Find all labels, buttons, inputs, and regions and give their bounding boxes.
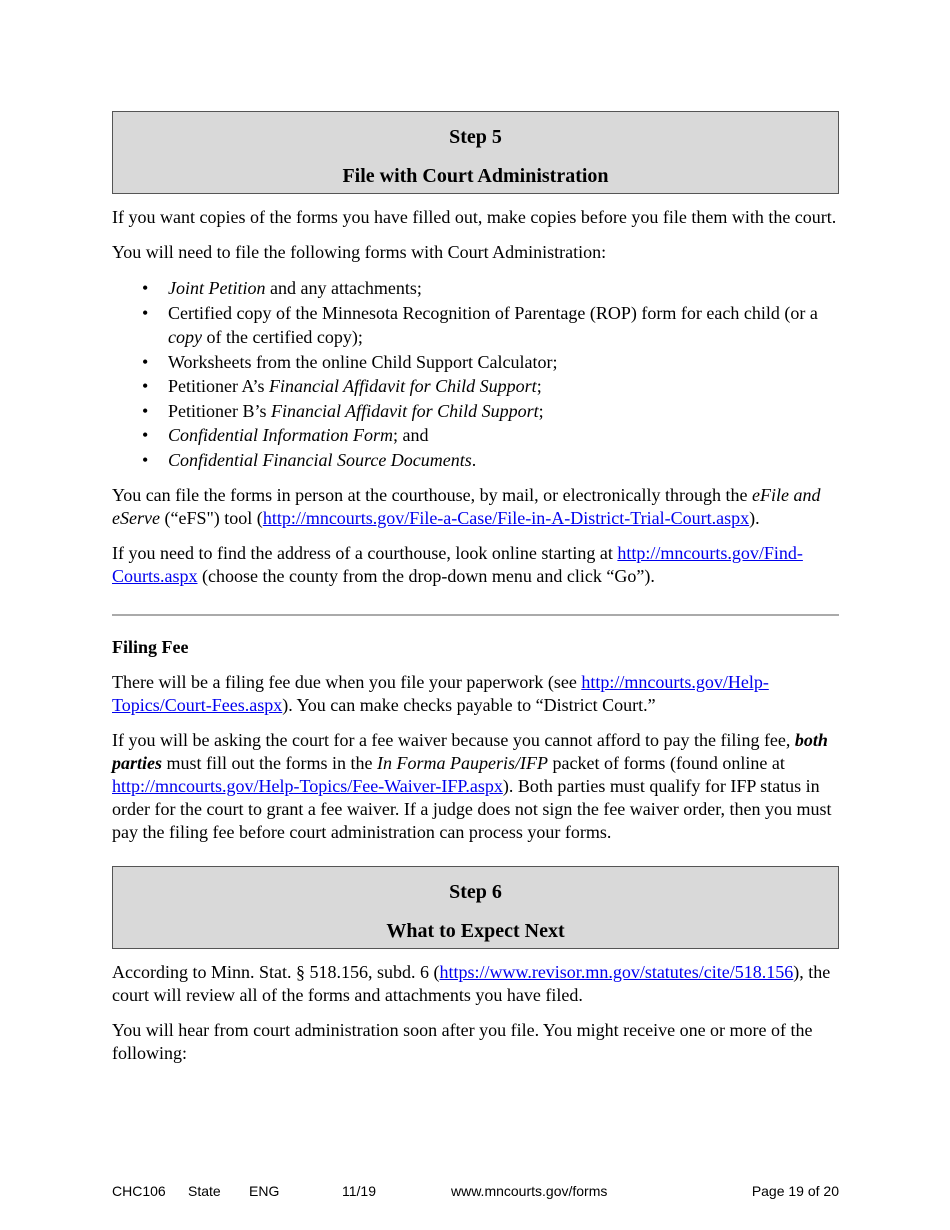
fee-waiver-paragraph: If you will be asking the court for a fee waiver because you cannot afford to pay the filing fee, both parties must fill out the forms in the In Forma Pauperis/IFP packet of forms (found online at http://mncourts.gov/Help-Topics/Fee-Waiver-IFP.aspx). Both parties must qualify for IFP status in order for the court to grant a fee waiver. If a judge does not sign the fee waiver order, then you must pay the filing fee before court administration can process your forms. [112, 730, 832, 842]
step-6-number: Step 6 [449, 881, 502, 903]
footer-date: 11/19 [342, 1183, 376, 1199]
filing-fee-paragraph: There will be a filing fee due when you file your paperwork (see http://mncourts.gov/Help-Topics/Court-Fees.aspx). You can make checks payable to “District Court.” [112, 672, 769, 715]
list-item: • Confidential Information Form; and [112, 423, 839, 448]
revisor-link[interactable]: https://www.revisor.mn.gov/statutes/cite/518.156 [439, 962, 794, 982]
footer-form-code: CHC106 [112, 1183, 166, 1199]
bullet-icon: • [142, 302, 149, 323]
step-5-number: Step 5 [449, 126, 502, 148]
review-paragraph: According to Minn. Stat. § 518.156, subd. 6 (https://www.revisor.mn.gov/statutes/cite/518.156), the court will review all of the forms and attachments you have filed. [112, 962, 831, 1005]
efile-link[interactable]: http://mncourts.gov/File-a-Case/File-in-A-District-Trial-Court.aspx [262, 508, 750, 528]
bullet-icon: • [142, 351, 149, 372]
list-item: • Worksheets from the online Child Support Calculator; [112, 350, 839, 375]
filing-methods: You can file the forms in person at the courthouse, by mail, or electronically through the eFile and eServe (“eFS") tool (http://mncourts.gov/File-a-Case/File-in-A-District-Trial-Court.aspx). [112, 485, 821, 528]
list-item: • Confidential Financial Source Documents. [112, 448, 839, 473]
page-content [112, 111, 839, 1065]
list-item: • Certified copy of the Minnesota Recognition of Parentage (ROP) form for each child (or a copy of the certified copy); [142, 302, 818, 347]
step-5-title: File with Court Administration [342, 165, 609, 187]
filing-fee-heading: Filing Fee [112, 637, 189, 657]
step-5-header [112, 111, 839, 194]
courthouse-address: If you need to find the address of a courthouse, look online starting at http://mncourts.gov/Find-Courts.aspx (choose the county from the drop-down menu and click “Go”). [112, 543, 803, 586]
step-6-header [112, 866, 839, 949]
footer-state: State [188, 1183, 221, 1199]
page-footer [112, 1180, 839, 1198]
footer-page-number: Page 19 of 20 [751, 1183, 839, 1199]
list-item: • Petitioner A’s Financial Affidavit for Child Support; [112, 374, 839, 399]
forms-intro: You will need to file the following forms with Court Administration: [112, 242, 607, 262]
copies-note: If you want copies of the forms you have filled out, make copies before you file them with the court. [112, 207, 837, 227]
bullet-icon: • [142, 376, 149, 396]
bullet-icon: • [142, 278, 149, 298]
find-courts-link[interactable]: http://mncourts.gov/Find-Courts.aspx [112, 543, 803, 586]
bullet-icon: • [142, 425, 149, 445]
list-item: • Joint Petition and any attachments; [112, 276, 839, 301]
court-fees-link[interactable]: http://mncourts.gov/Help-Topics/Court-Fees.aspx [112, 672, 769, 715]
list-item: • Petitioner B’s Financial Affidavit for Child Support; [112, 399, 839, 424]
footer-language: ENG [249, 1183, 280, 1199]
forms-list [112, 276, 839, 472]
hear-from-paragraph: You will hear from court administration soon after you file. You might receive one or more of the following: [112, 1020, 813, 1063]
fee-waiver-link[interactable]: http://mncourts.gov/Help-Topics/Fee-Waiver-IFP.aspx [112, 776, 503, 796]
bullet-icon: • [142, 449, 149, 470]
bullet-icon: • [142, 400, 149, 421]
step-6-title: What to Expect Next [386, 920, 565, 942]
section-divider [112, 614, 839, 616]
footer-website: www.mncourts.gov/forms [451, 1183, 608, 1199]
